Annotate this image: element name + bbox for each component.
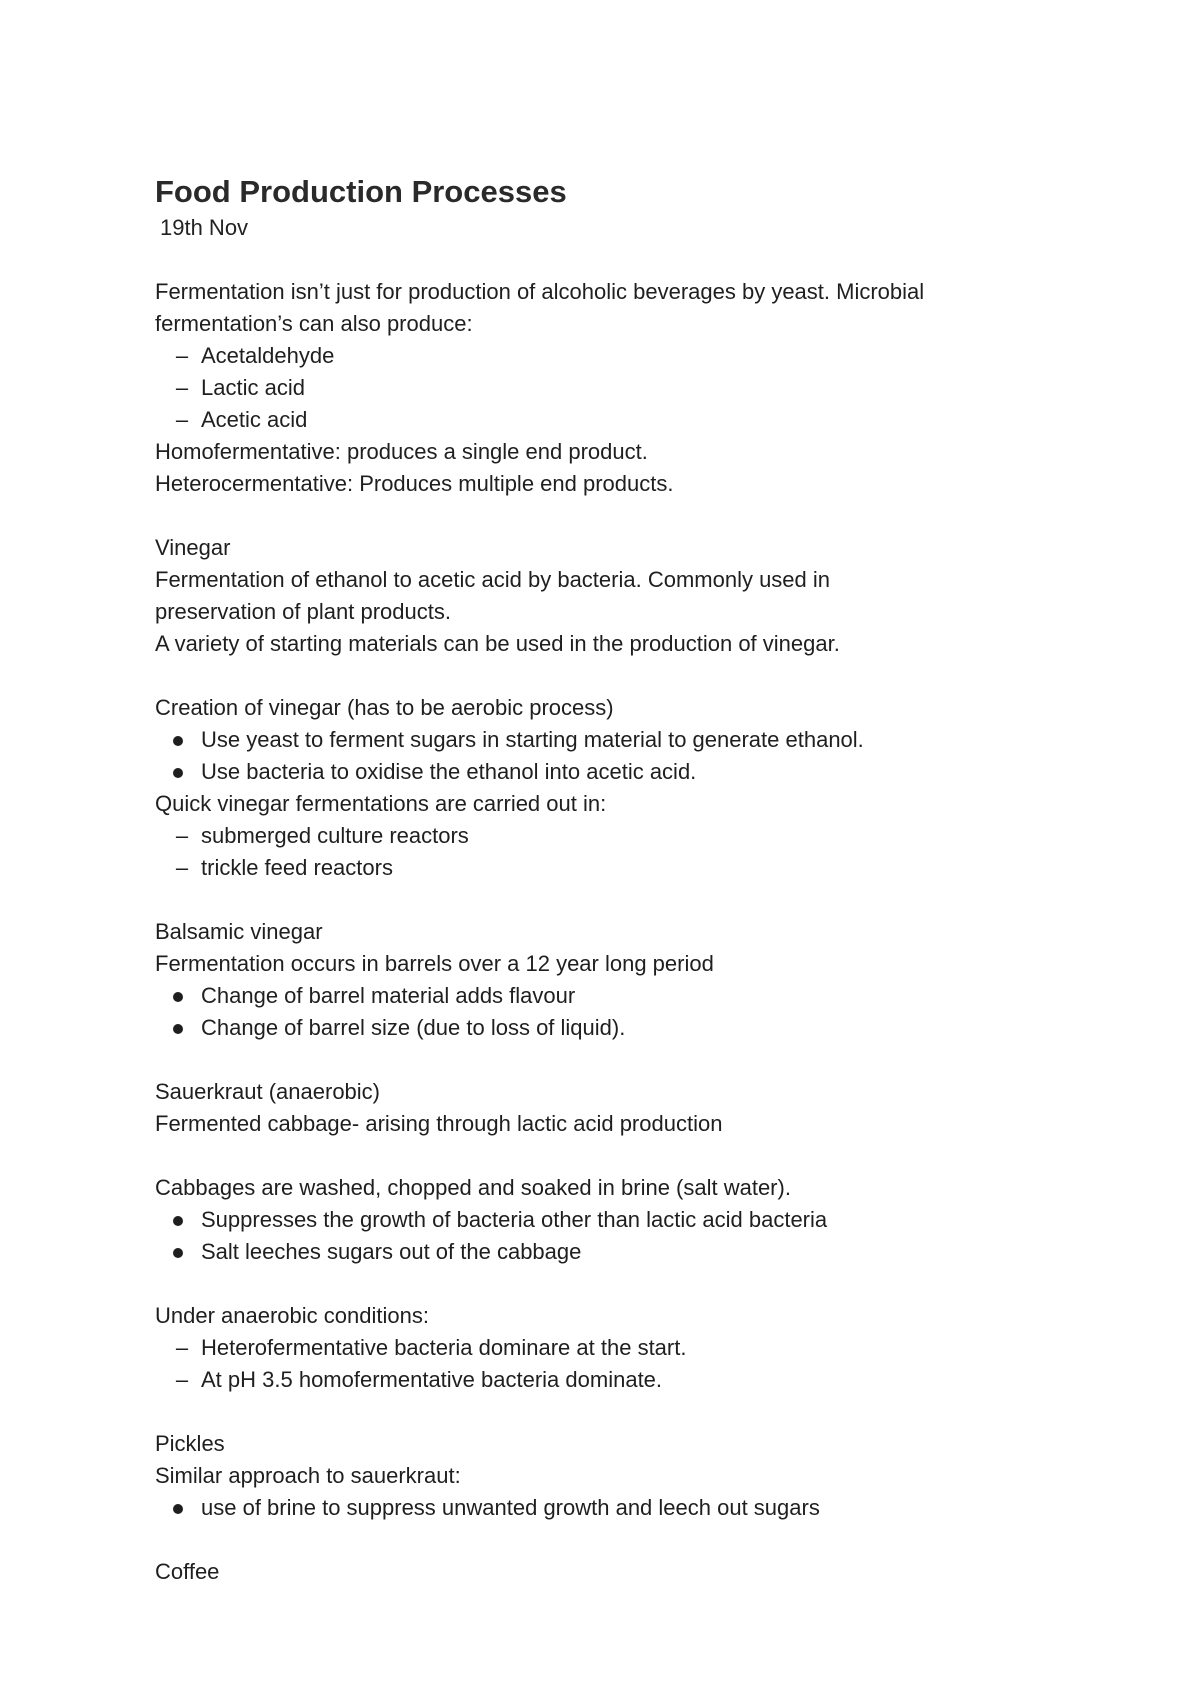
text-line: A variety of starting materials can be used in the production of vinegar. (155, 631, 840, 656)
text-line: Fermented cabbage- arising through lactic acid production (155, 1111, 723, 1136)
bullet-icon (173, 1248, 183, 1258)
note-body (155, 276, 1115, 1588)
text-line: Homofermentative: produces a single end product. (155, 439, 648, 464)
text-line: preservation of plant products. (155, 599, 451, 624)
text-line: Quick vinegar fermentations are carried out in: (155, 791, 607, 816)
spacer (155, 500, 1115, 532)
dash-marker: – (175, 343, 189, 368)
spacer (155, 660, 1115, 692)
bullet-icon (173, 992, 183, 1002)
dash-marker: – (175, 407, 189, 432)
text-line: Coffee (155, 1559, 220, 1584)
bullet-icon (173, 736, 183, 746)
text-line: Fermentation isn’t just for production of alcoholic beverages by yeast. Microbial (155, 279, 925, 304)
spacer (155, 1044, 1115, 1076)
dash-list-item (155, 1332, 1115, 1364)
dash-list-item (155, 820, 1115, 852)
text-line: Creation of vinegar (has to be aerobic process) (155, 695, 614, 720)
text-line: Pickles (155, 1431, 225, 1456)
dash-marker: – (175, 375, 189, 400)
bullet-list-item (155, 1204, 1115, 1236)
list-item-text: Suppresses the growth of bacteria other than lactic acid bacteria (201, 1207, 828, 1232)
list-item-text: use of brine to suppress unwanted growth and leech out sugars (201, 1495, 820, 1520)
list-item-text: Heterofermentative bacteria dominare at the start. (201, 1335, 687, 1360)
bullet-list-item (155, 724, 1115, 756)
list-item-text: Use yeast to ferment sugars in starting material to generate ethanol. (201, 727, 864, 752)
page-title: Food Production Processes (155, 174, 567, 209)
bullet-list-item (155, 756, 1115, 788)
text-line: fermentation’s can also produce: (155, 311, 473, 336)
text-line: Under anaerobic conditions: (155, 1303, 429, 1328)
list-item-text: Acetaldehyde (201, 343, 335, 368)
list-item-text: Change of barrel size (due to loss of liquid). (201, 1015, 626, 1040)
spacer (155, 884, 1115, 916)
dash-marker: – (175, 1367, 189, 1392)
text-line: Fermentation of ethanol to acetic acid by bacteria. Commonly used in (155, 567, 831, 592)
text-line: Sauerkraut (anaerobic) (155, 1079, 381, 1104)
dash-list-item (155, 340, 1115, 372)
dash-marker: – (175, 855, 189, 880)
list-item-text: Salt leeches sugars out of the cabbage (201, 1239, 582, 1264)
spacer (155, 1140, 1115, 1172)
bullet-list-item (155, 1012, 1115, 1044)
dash-list-item (155, 404, 1115, 436)
list-item-text: submerged culture reactors (201, 823, 469, 848)
spacer (155, 1396, 1115, 1428)
list-item-text: Acetic acid (201, 407, 308, 432)
spacer (155, 1524, 1115, 1556)
spacer (155, 1268, 1115, 1300)
text-line: Cabbages are washed, chopped and soaked in brine (salt water). (155, 1175, 791, 1200)
dash-list-item (155, 372, 1115, 404)
spacer (155, 244, 1115, 276)
list-item-text: At pH 3.5 homofermentative bacteria dominate. (201, 1367, 663, 1392)
list-item-text: Use bacteria to oxidise the ethanol into acetic acid. (201, 759, 697, 784)
text-line: Balsamic vinegar (155, 919, 323, 944)
bullet-icon (173, 1216, 183, 1226)
dash-list-item (155, 1364, 1115, 1396)
bullet-icon (173, 1024, 183, 1034)
text-line: Heterocermentative: Produces multiple end products. (155, 471, 674, 496)
bullet-list-item (155, 1236, 1115, 1268)
list-item-text: trickle feed reactors (201, 855, 393, 880)
dash-list-item (155, 852, 1115, 884)
bullet-list-item (155, 1492, 1115, 1524)
list-item-text: Lactic acid (201, 375, 305, 400)
bullet-icon (173, 1504, 183, 1514)
text-line: Similar approach to sauerkraut: (155, 1463, 461, 1488)
text-line: Fermentation occurs in barrels over a 12 year long period (155, 951, 714, 976)
bullet-list-item (155, 980, 1115, 1012)
dash-marker: – (175, 1335, 189, 1360)
bullet-icon (173, 768, 183, 778)
note-date: 19th Nov (160, 215, 249, 240)
list-item-text: Change of barrel material adds flavour (201, 983, 576, 1008)
document-page (155, 172, 1115, 1588)
dash-marker: – (175, 823, 189, 848)
text-line: Vinegar (155, 535, 231, 560)
